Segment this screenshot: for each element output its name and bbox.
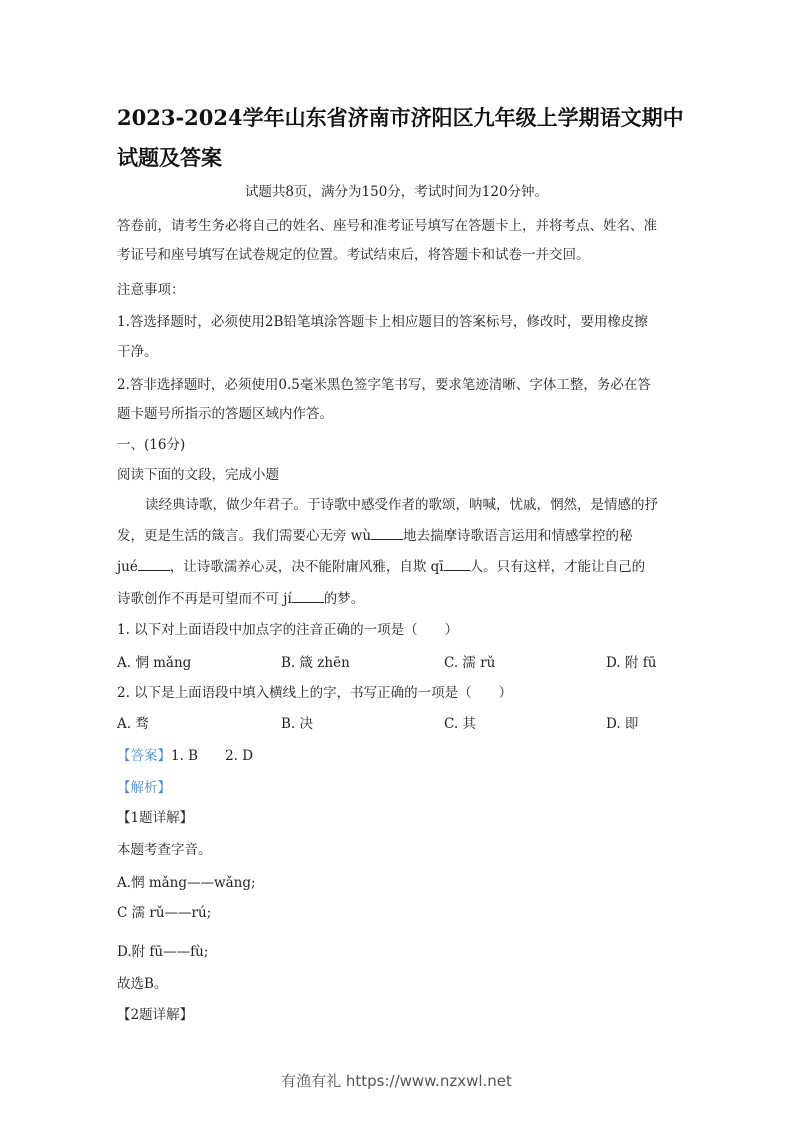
detail-line: 本题考查字音。 — [117, 842, 212, 858]
passage-line — [117, 558, 645, 576]
passage-line — [117, 527, 633, 545]
detail-line: C 濡 rǔ——rú; — [117, 905, 212, 921]
answer-line — [117, 747, 253, 765]
passage-text: jué — [117, 559, 138, 575]
detail-1-label: 【1题详解】 — [117, 810, 194, 826]
passage-line — [117, 590, 364, 608]
q1-option-b: B. 箴 zhēn — [281, 655, 350, 671]
note-line: 题卡题号所指示的答题区域内作答。 — [117, 406, 333, 422]
fill-blank — [292, 590, 324, 603]
answer-text: 1. B 2. D — [171, 748, 254, 764]
passage-text: 人。只有这样，才能让自己的 — [469, 559, 646, 575]
doc-title-line1: 2023-2024学年山东省济南市济阳区九年级上学期语文期中 — [117, 105, 684, 130]
analysis-label: 【解析】 — [117, 780, 171, 796]
fill-blank — [371, 527, 403, 540]
passage-text: 诗歌创作不再是可望而不可 jí — [117, 591, 292, 607]
instruction: 阅读下面的文段，完成小题 — [117, 467, 279, 483]
passage-text: 的梦。 — [323, 591, 365, 607]
q2-option-c: C. 其 — [444, 716, 476, 732]
passage-text: ，让诗歌濡养心灵，决不能附庸风雅，自欺 qī — [169, 559, 444, 575]
q2-option-b: B. 决 — [281, 716, 314, 732]
passage-text: 发，更是生活的箴言。我们需要心无旁 wù — [117, 528, 372, 544]
detail-2-label: 【2题详解】 — [117, 1007, 194, 1023]
detail-line: D.附 fū——fù; — [117, 944, 209, 960]
q1-option-c: C. 濡 rǔ — [444, 655, 496, 671]
fill-blank — [138, 558, 170, 571]
intro-line: 考证号和座号填写在试卷规定的位置。考试结束后，将答题卡和试卷一并交回。 — [117, 247, 590, 263]
question-2-stem: 2. 以下是上面语段中填入横线上的字，书写正确的一项是（ ） — [117, 685, 513, 701]
detail-line: 故选B。 — [117, 976, 168, 992]
passage-line: 读经典诗歌，做少年君子。于诗歌中感受作者的歌颂，呐喊，忧戚，惘然，是情感的抒 — [145, 497, 658, 513]
notes-heading: 注意事项： — [117, 282, 185, 298]
answer-label: 【答案】 — [117, 748, 171, 764]
note-line: 1.答选择题时，必须使用2B铅笔填涂答题卡上相应题目的答案标号，修改时，要用橡皮擦 — [117, 314, 648, 330]
q2-option-a: A. 骛 — [117, 716, 149, 732]
detail-line: A.惘 mǎng——wǎng; — [117, 875, 256, 891]
question-1-stem: 1. 以下对上面语段中加点字的注音正确的一项是（ ） — [117, 622, 459, 638]
doc-title-line2: 试题及答案 — [117, 145, 222, 170]
intro-line: 答卷前，请考生务必将自己的姓名、座号和准考证号填写在答题卡上，并将考点、姓名、准 — [117, 218, 657, 234]
q2-option-d: D. 即 — [606, 716, 639, 732]
q1-option-d: D. 附 fū — [606, 655, 657, 671]
note-line: 2.答非选择题时，必须使用0.5毫米黑色签字笔书写，要求笔迹清晰、字体工整，务必在答 — [117, 377, 651, 393]
note-line: 干净。 — [117, 344, 158, 360]
exam-info: 试题共8页，满分为150分，考试时间为120分钟。 — [244, 184, 549, 200]
q1-option-a: A. 惘 mǎng — [117, 655, 192, 671]
passage-text: 地去揣摩诗歌语言运用和情感掌控的秘 — [403, 528, 633, 544]
section-heading: 一、(16分) — [117, 437, 186, 453]
fill-blank — [444, 558, 470, 571]
footer-watermark: 有渔有礼 https://www.nzxwl.net — [281, 1072, 512, 1090]
